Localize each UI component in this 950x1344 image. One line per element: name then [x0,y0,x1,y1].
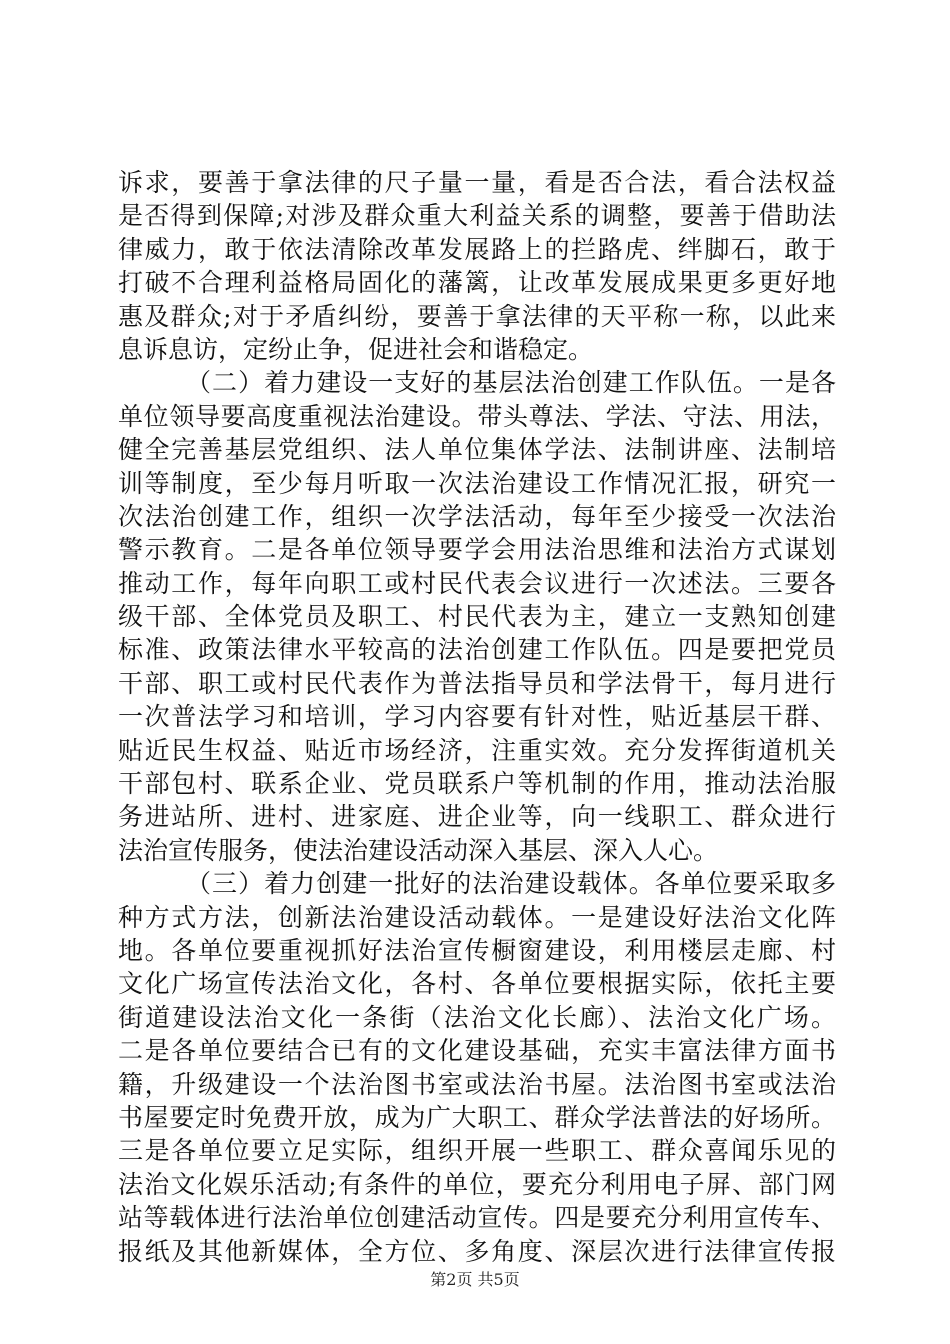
text-line: 律威力，敢于依法清除改革发展路上的拦路虎、绊脚石，敢于 [118,234,836,264]
text-line: 站等载体进行法治单位创建活动宣传。四是要充分利用宣传车、 [118,1203,836,1233]
text-line: 一次普法学习和培训，学习内容要有针对性，贴近基层干群、 [118,702,836,732]
text-line: 是否得到保障;对涉及群众重大利益关系的调整，要善于借助法 [118,201,836,231]
text-line: 单位领导要高度重视法治建设。带头尊法、学法、守法、用法， [118,401,836,431]
text-line: 级干部、全体党员及职工、村民代表为主，建立一支熟知创建 [118,602,836,632]
text-line: 诉求，要善于拿法律的尺子量一量，看是否合法，看合法权益 [118,168,836,197]
text-line: 惠及群众;对于矛盾纠纷，要善于拿法律的天平称一称，以此来 [118,301,836,331]
text-line: 法治宣传服务，使法治建设活动深入基层、深入人心。 [118,835,719,865]
text-line: 打破不合理利益格局固化的藩篱，让改革发展成果更多更好地 [118,268,836,298]
text-line: 健全完善基层党组织、法人单位集体学法、法制讲座、法制培 [118,435,836,465]
text-line: 籍，升级建设一个法治图书室或法治书屋。法治图书室或法治 [118,1069,836,1099]
text-line: 三是各单位要立足实际，组织开展一些职工、群众喜闻乐见的 [118,1136,836,1166]
text-line: 次法治创建工作，组织一次学法活动，每年至少接受一次法治 [118,501,836,531]
page-footer [0,1270,950,1290]
text-line: 法治文化娱乐活动;有条件的单位，要充分利用电子屏、部门网 [118,1169,836,1199]
text-line: 警示教育。二是各单位领导要学会用法治思维和法治方式谋划 [118,535,836,565]
text-line: 标准、政策法律水平较高的法治创建工作队伍。四是要把党员 [118,635,836,665]
text-line: 贴近民生权益、贴近市场经济，注重实效。充分发挥街道机关 [118,735,836,765]
text-line: 地。各单位要重视抓好法治宣传橱窗建设，利用楼层走廊、村 [118,935,836,965]
text-line: 报纸及其他新媒体，全方位、多角度、深层次进行法律宣传报 [118,1236,836,1266]
page-number: 第2页 共5页 [430,1270,520,1289]
paragraph-start-line: （三）着力创建一批好的法治建设载体。各单位要采取多 [186,869,836,899]
text-line: 推动工作，每年向职工或村民代表会议进行一次述法。三要各 [118,568,836,598]
text-line: 二是各单位要结合已有的文化建设基础，充实丰富法律方面书 [118,1036,836,1066]
paragraph-start-line: （二）着力建设一支好的基层法治创建工作队伍。一是各 [186,368,836,398]
text-line: 干部、职工或村民代表作为普法指导员和学法骨干，每月进行 [118,668,836,698]
text-line: 息诉息访，定纷止争，促进社会和谐稳定。 [118,334,594,364]
text-line: 街道建设法治文化一条街（法治文化长廊）、法治文化广场。 [118,1002,836,1032]
text-line: 书屋要定时免费开放，成为广大职工、群众学法普法的好场所。 [118,1102,836,1132]
text-line: 务进站所、进村、进家庭、进企业等，向一线职工、群众进行 [118,802,836,832]
document-body [118,166,836,1268]
text-line: 训等制度，至少每月听取一次法治建设工作情况汇报，研究一 [118,468,836,498]
text-line: 干部包村、联系企业、党员联系户等机制的作用，推动法治服 [118,769,836,799]
text-line: 文化广场宣传法治文化，各村、各单位要根据实际，依托主要 [118,969,836,999]
text-line: 种方式方法，创新法治建设活动载体。一是建设好法治文化阵 [118,902,836,932]
